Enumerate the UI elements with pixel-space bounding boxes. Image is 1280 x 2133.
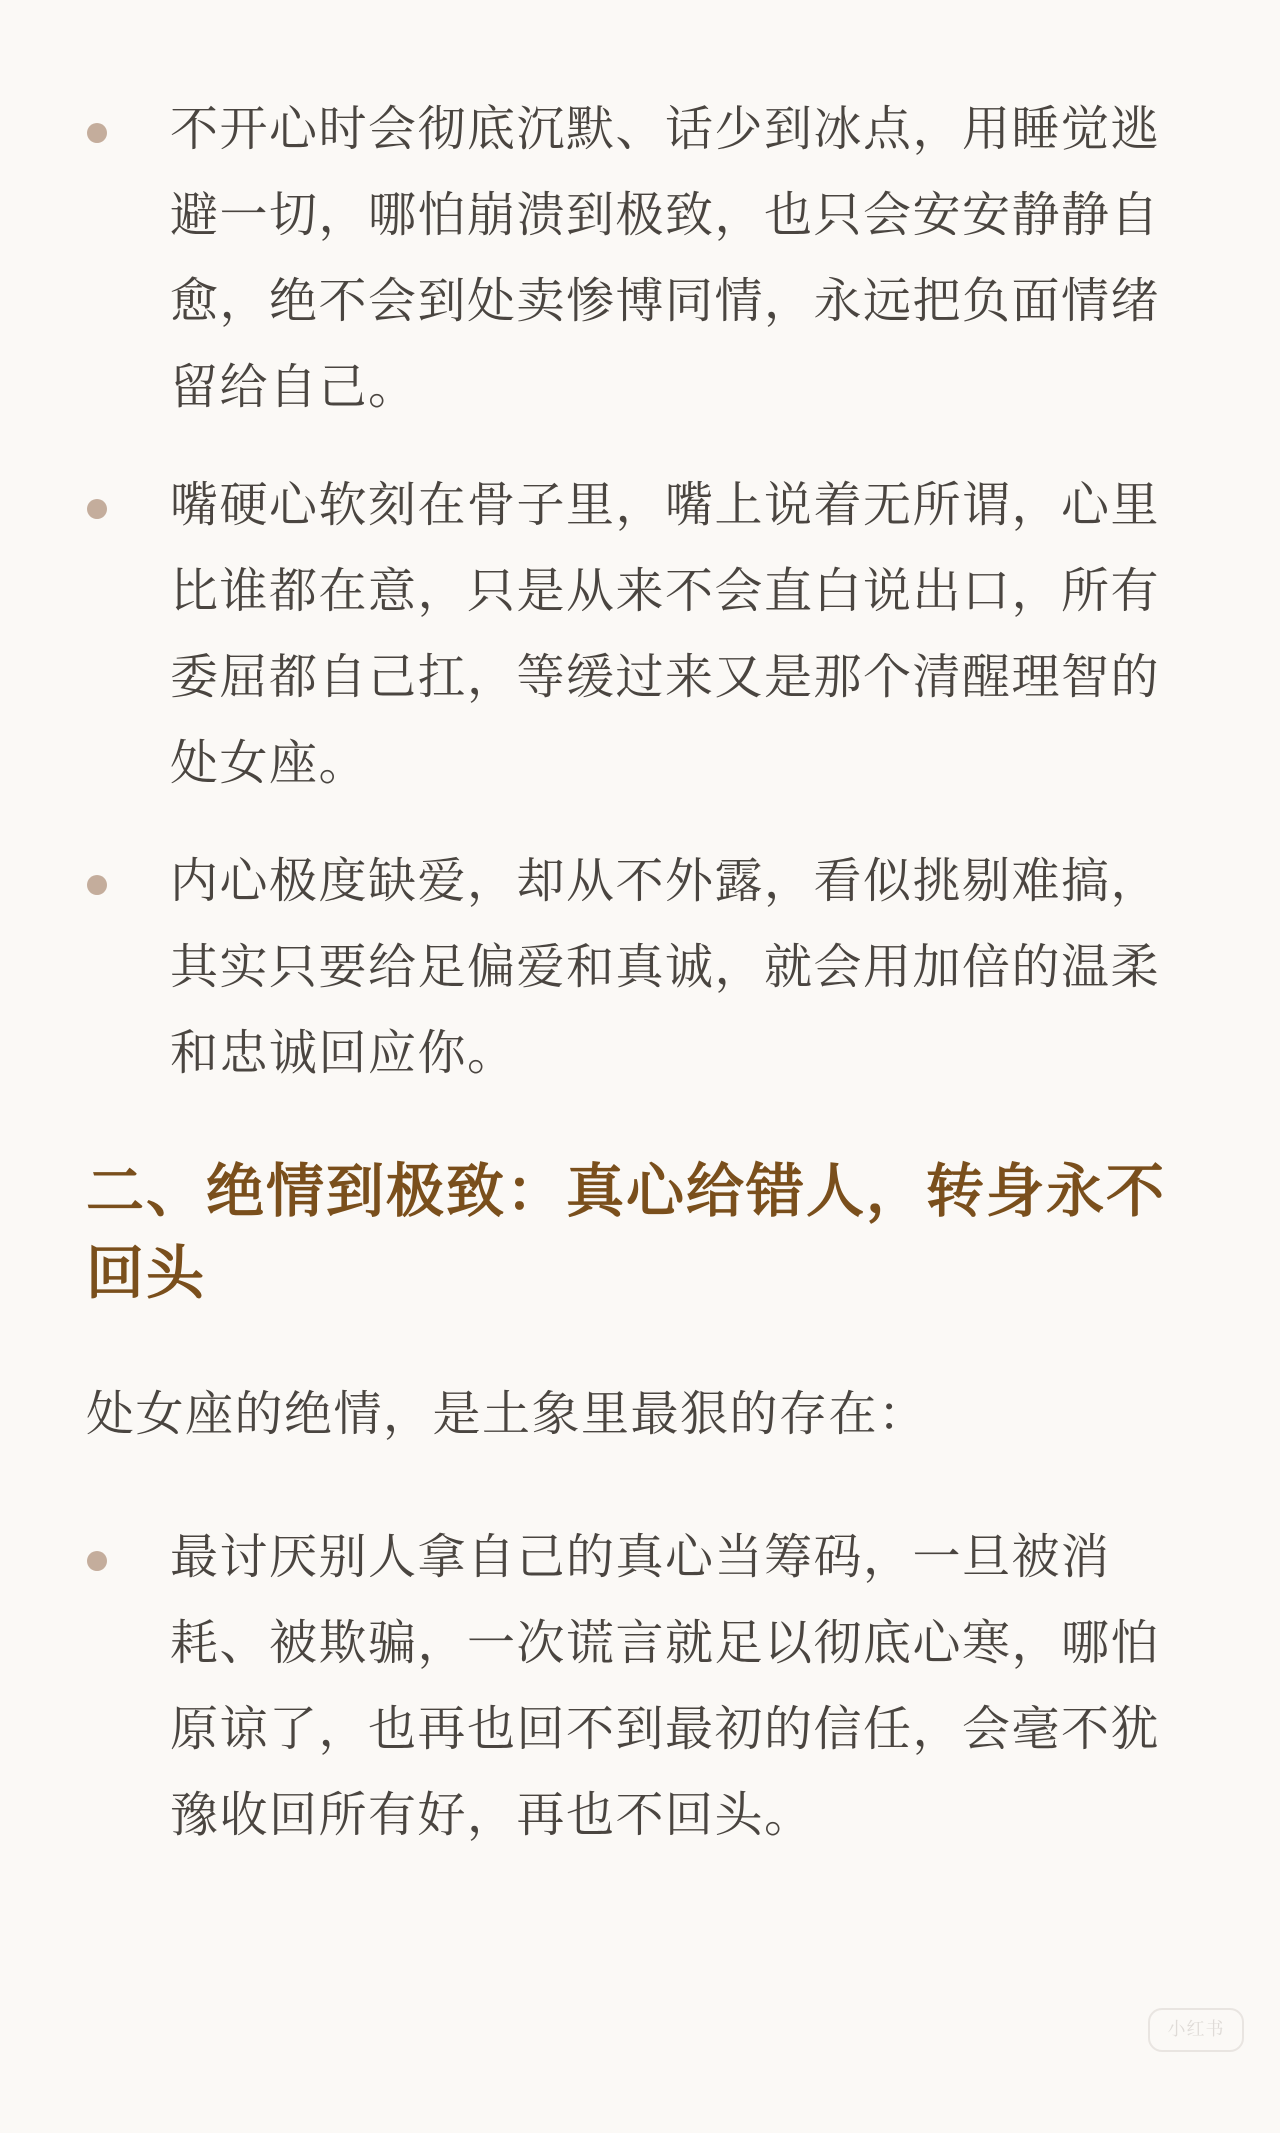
list-item	[170, 462, 1200, 806]
section-heading: 二、绝情到极致：真心给错人，转身永不回头	[86, 1157, 1167, 1307]
bullet-dot-icon	[87, 123, 107, 143]
list-item-text: 嘴硬心软刻在骨子里，嘴上说着无所谓，心里比谁都在意，只是从来不会直白说出口，所有委屈都自己扛，等缓过来又是那个清醒理智的处女座。	[170, 477, 1161, 791]
section-intro: 处女座的绝情，是土象里最狠的存在：	[86, 1386, 928, 1442]
list-item	[170, 86, 1200, 430]
list-item-text: 不开心时会彻底沉默、话少到冰点，用睡觉逃避一切，哪怕崩溃到极致，也只会安安静静自愈，绝不会到处卖惨博同情，永远把负面情绪留给自己。	[170, 101, 1161, 415]
list-item	[170, 1514, 1200, 1858]
bullet-dot-icon	[87, 499, 107, 519]
bullet-dot-icon	[87, 875, 107, 895]
list-item-text: 内心极度缺爱，却从不外露，看似挑剔难搞，其实只要给足偏爱和真诚，就会用加倍的温柔和忠诚回应你。	[170, 853, 1161, 1081]
bullet-dot-icon	[87, 1551, 107, 1571]
list-item	[170, 838, 1200, 1096]
watermark-logo: 小红书	[1148, 2008, 1244, 2052]
list-item-text: 最讨厌别人拿自己的真心当筹码，一旦被消耗、被欺骗，一次谎言就足以彻底心寒，哪怕原谅了，也再也回不到最初的信任，会毫不犹豫收回所有好，再也不回头。	[170, 1529, 1161, 1843]
